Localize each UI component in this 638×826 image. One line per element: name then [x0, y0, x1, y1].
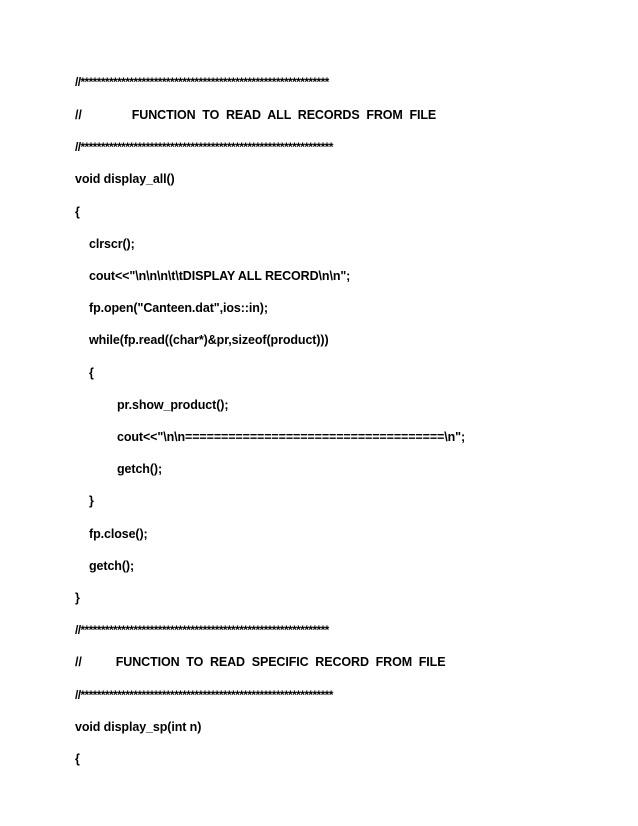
code-line: while(fp.read((char*)&pr,sizeof(product))) — [89, 333, 329, 347]
function-signature: void display_sp(int n) — [75, 720, 202, 734]
comment-slashes: // — [75, 655, 82, 669]
code-line: getch(); — [117, 462, 163, 476]
comment-separator-line: //************************************************************* — [75, 75, 329, 89]
comment-separator-line: //************************************************************* — [75, 623, 329, 637]
function-signature: void display_all() — [75, 172, 175, 186]
comment-separator-line: //************************************************************** — [75, 688, 333, 702]
open-brace: { — [89, 366, 94, 380]
comment-heading-text: FUNCTION TO READ SPECIFIC RECORD FROM FILE — [115, 655, 446, 669]
comment-heading-text: FUNCTION TO READ ALL RECORDS FROM FILE — [131, 108, 437, 122]
close-brace: } — [89, 494, 94, 508]
comment-separator-line: //************************************************************** — [75, 140, 333, 154]
code-line: fp.close(); — [89, 527, 148, 541]
comment-heading-line — [75, 105, 436, 125]
close-brace: } — [75, 591, 80, 605]
code-line: clrscr(); — [89, 237, 135, 251]
open-brace: { — [75, 205, 80, 219]
comment-heading-line — [75, 652, 445, 672]
open-brace: { — [75, 752, 80, 766]
code-line: cout<<"\n\n====================================\n"; — [117, 430, 466, 444]
code-line: cout<<"\n\n\n\t\tDISPLAY ALL RECORD\n\n"; — [89, 269, 351, 283]
code-line: pr.show_product(); — [117, 398, 229, 412]
code-line: fp.open("Canteen.dat",ios::in); — [89, 301, 268, 315]
comment-slashes: // — [75, 108, 82, 122]
code-line: getch(); — [89, 559, 135, 573]
